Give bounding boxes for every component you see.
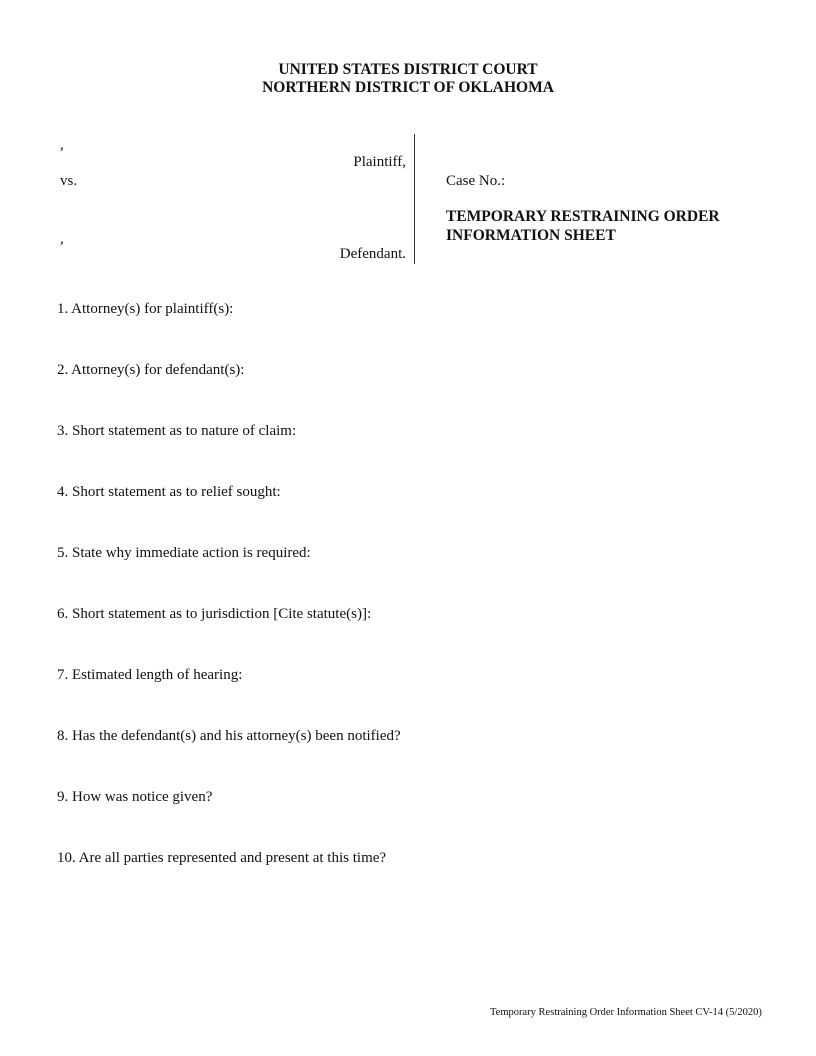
versus-label: vs. [60,173,78,189]
question-1: 1. Attorney(s) for plaintiff(s): [57,301,234,317]
document-title-line1: TEMPORARY RESTRAINING ORDER [446,208,720,225]
caption-divider [414,134,415,264]
defendant-label: Defendant. [339,246,406,262]
question-10: 10. Are all parties represented and present at this time? [57,850,387,866]
district-name: NORTHERN DISTRICT OF OKLAHOMA [262,79,554,96]
question-6: 6. Short statement as to jurisdiction [Cite statute(s)]: [57,606,372,622]
defendant-name-field[interactable]: , [60,231,64,247]
question-8: 8. Has the defendant(s) and his attorney(s) been notified? [57,728,401,744]
footer-form-id: Temporary Restraining Order Information Sheet CV-14 (5/2020) [490,1007,762,1018]
question-5: 5. State why immediate action is required: [57,545,311,561]
question-3: 3. Short statement as to nature of claim: [57,423,297,439]
court-name: UNITED STATES DISTRICT COURT [278,61,538,78]
plaintiff-label: Plaintiff, [353,154,406,170]
question-7: 7. Estimated length of hearing: [57,667,243,683]
question-2: 2. Attorney(s) for defendant(s): [57,362,245,378]
question-4: 4. Short statement as to relief sought: [57,484,281,500]
plaintiff-name-field[interactable]: , [60,137,64,153]
document-title-line2: INFORMATION SHEET [446,227,616,244]
case-number-label: Case No.: [446,173,506,189]
question-9: 9. How was notice given? [57,789,213,805]
